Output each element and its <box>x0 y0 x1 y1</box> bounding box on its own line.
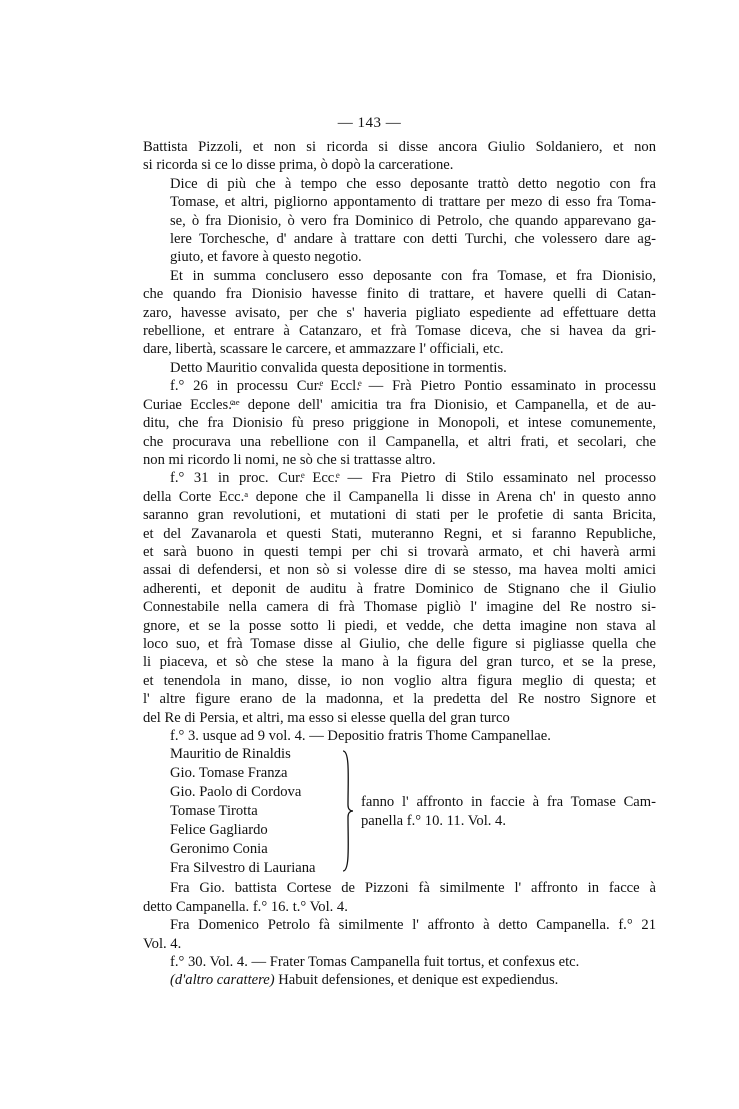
text-line: Fra Gio. battista Cortese de Pizzoni fà similmente l' affronto in facce à <box>170 880 656 897</box>
paragraph <box>143 377 656 469</box>
paragraph <box>143 469 656 727</box>
text-line: Et in summa conclusero esso deposante con fra Tomase, et fra Dionisio, <box>170 267 656 284</box>
text-line: che quando fra Dionisio havesse finito di trattare, et havere quelli di Catan- <box>143 286 656 303</box>
list-item: Fra Silvestro di Lauriana <box>170 860 316 877</box>
names-brace-block <box>143 745 656 879</box>
text-line: Tomase, et altri, pigliorno appontamento di trattare per mezo di esso fra Toma- <box>170 194 656 211</box>
text-line: zaro, havesse avisato, per che s' haveria pigliato espediente ad effettuare detta <box>143 304 656 321</box>
text-line: Detto Mauritio convalida questa depositione in tormentis. <box>170 359 507 376</box>
text-line: f.° 30. Vol. 4. — Frater Tomas Campanella fuit tortus, et confexus etc. <box>170 954 580 971</box>
text-line: lere Torchesche, d' andare à trattare con detti Turchi, che volessero dare ag- <box>170 231 656 248</box>
list-item: Geronimo Conia <box>170 841 268 858</box>
paragraph <box>143 138 656 175</box>
brace-note <box>361 793 656 831</box>
list-item: Gio. Tomase Franza <box>170 765 288 782</box>
text-line: fanno l' affronto in faccie à fra Tomase Cam- <box>361 794 656 811</box>
text-line: et tenendola in mano, disse, io non voglio altra figura meglio di questa; et <box>143 672 656 689</box>
right-brace-icon <box>341 749 355 873</box>
text-line: l' altre figure erano de la madonna, et la predetta del Re nostro Signore et <box>143 691 656 708</box>
page-number: — 143 — <box>337 115 402 131</box>
text-line: giuto, et favore à questo negotio. <box>170 249 362 266</box>
text-line: della Corte Ecc.ᵃ depone che il Campanella li disse in Arena ch' in questo anno <box>143 488 656 505</box>
text-line: Fra Domenico Petrolo fà similmente l' affronto à detto Campanella. f.° 21 <box>170 917 656 934</box>
paragraph <box>143 953 656 971</box>
text-line: che procurava una rebellione con il Campanella, et altri frati, et secolari, che <box>143 433 656 450</box>
names-list <box>170 745 316 878</box>
text-line: f.° 26 in processu Cur.ͤ Eccl.ͤ — Frà Pietro Pontio essaminato in processu <box>170 378 656 395</box>
text-line: non mi ricordo li nomi, ne sò che si trattasse altro. <box>143 451 436 468</box>
text-line: assai di defendersi, et non sò si volesse dire di se stesso, ma havea molti amici <box>143 562 656 579</box>
text-line: Curiae Eccles.ͨᵃᵉ depone dell' amicitia tra fra Dionisio, et Campanella, et de au- <box>143 396 656 413</box>
text-line: Battista Pizzoli, et non si ricorda si disse ancora Giulio Soldaniero, et non <box>143 139 656 155</box>
text-line: adherenti, et deponit de auditu à fratre Dominico de Stignano che il Giulio <box>143 580 656 597</box>
text-line: se, ò fra Dionisio, ò vero fra Dominico di Petrolo, che quando apparevano ga- <box>170 212 656 229</box>
paragraph <box>143 267 656 359</box>
text-line: f.° 3. usque ad 9 vol. 4. — Depositio fratris Thome Campanellae. <box>170 728 551 744</box>
paragraph <box>143 879 656 916</box>
paragraph <box>143 175 656 267</box>
text-line: del Re di Persia, et altri, ma esso si elesse quella del gran turco <box>143 709 510 726</box>
text-line: gnore, et se la posse sotto li piedi, et vedde, che detta imagine non stava al <box>143 617 656 634</box>
text-line: dare, libertà, scassare le carcere, et ammazzare l' officiali, etc. <box>143 341 504 358</box>
text-line: si ricorda si ce lo disse prima, ò dopò la carceratione. <box>143 157 454 174</box>
text-line: Habuit defensiones, et denique est expediendus. <box>274 972 559 989</box>
text-line: Connestabile nella camera di frà Thomase pigliò l' imagine del Re nostro si- <box>143 599 656 616</box>
text-line: Dice di più che à tempo che esso deposante trattò detto negotio con fra <box>170 175 656 192</box>
italic-note: (d'altro carattere) <box>170 972 275 989</box>
paragraph <box>143 359 656 377</box>
paragraph <box>143 916 656 953</box>
paragraph <box>143 727 656 745</box>
list-item: Gio. Paolo di Cordova <box>170 784 302 801</box>
text-line: Vol. 4. <box>143 935 182 952</box>
body-text <box>143 138 656 990</box>
text-line: loco suo, et frà Tomase disse al Giulio, che delle figure si pigliasse quella che <box>143 635 656 652</box>
text-line: rebellione, et entrare à Catanzaro, et frà Tomase diceva, che si havea da gri- <box>143 323 656 340</box>
text-line: f.° 31 in proc. Cur.ͤ Ecc.ͤ — Fra Pietro di Stilo essaminato nel processo <box>170 470 656 487</box>
text-line: li piaceva, et sò che stese la mano à la figura del gran turco, et se la prese, <box>143 654 656 671</box>
text-line: et sarà buono in questi tempi per chi si trovarà armato, et chi haverà armi <box>143 543 656 560</box>
text-line: saranno gran revolutioni, et mutationi di stati per le profetie di santa Bricita, <box>143 507 656 524</box>
text-line: panella f.° 10. 11. Vol. 4. <box>361 813 507 830</box>
paragraph <box>143 971 656 989</box>
list-item: Felice Gagliardo <box>170 822 268 839</box>
text-line: detto Campanella. f.° 16. t.° Vol. 4. <box>143 898 348 915</box>
list-item: Tomase Tirotta <box>170 803 258 820</box>
text-line: ditu, che fra Dionisio fù preso priggione in Monopoli, et intese comunemente, <box>143 415 656 432</box>
text-line: et del Zavanarola et questi Stati, muteranno Regni, et si faranno Republiche, <box>143 525 656 542</box>
list-item: Mauritio de Rinaldis <box>170 746 291 763</box>
